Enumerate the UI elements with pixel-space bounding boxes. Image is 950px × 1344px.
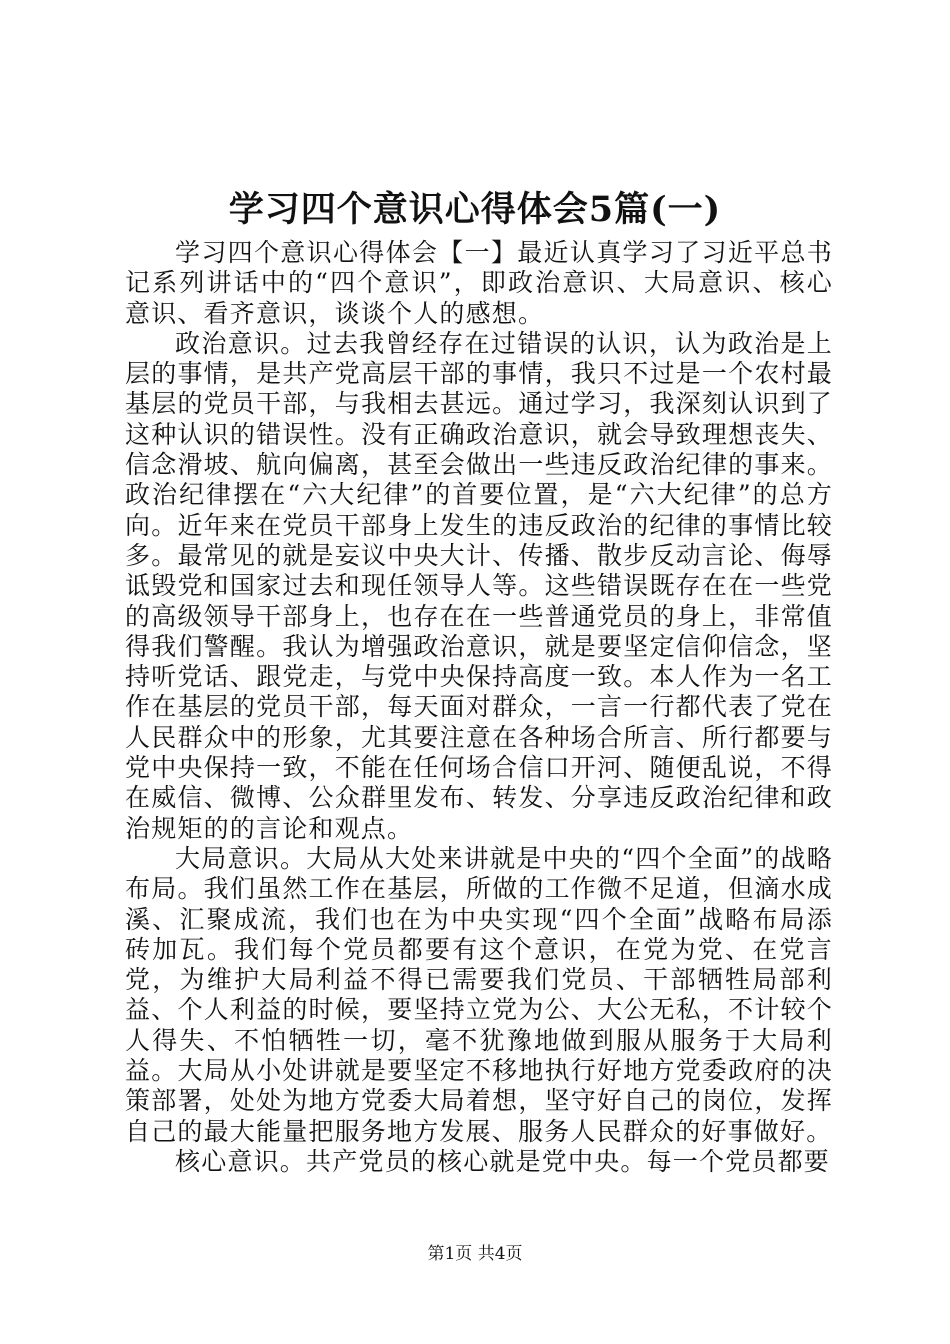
document-title: 学习四个意识心得体会5篇(一) <box>228 189 722 230</box>
paragraph-political-awareness: 政治意识。过去我曾经存在过错误的认识，认为政治是上层的事情，是共产党高层干部的事情，我只不过是一个农村最基层的党员干部，与我相去甚远。通过学习，我深刻认识到了这种认识的错误性。没有正确政治意识，就会导致理想丧失、信念滑坡、航向偏离，甚至会做出一些违反政治纪律的事来。政治纪律摆在“六大纪律”的首要位置，是“六大纪律”的总方向。近年来在党员干部身上发生的违反政治的纪律的事情比较多。最常见的就是妄议中央大计、传播、散步反动言论、侮辱诋毁党和国家过去和现任领导人等。这些错误既存在在一些党的高级领导干部身上，也存在在一些普通党员的身上，非常值得我们警醒。我认为增强政治意识，就是要坚定信仰信念，坚持听党话、跟党走，与党中央保持高度一致。本人作为一名工作在基层的党员干部，每天面对群众，一言一行都代表了党在人民群众中的形象，尤其要注意在各种场合所言、所行都要与党中央保持一致，不能在任何场合信口开河、随便乱说，不得在威信、微博、公众群里发布、转发、分享违反政治纪律和政治规矩的的言论和观点。 <box>125 328 833 843</box>
paragraph-intro: 学习四个意识心得体会【一】最近认真学习了习近平总书记系列讲话中的“四个意识”，即政治意识、大局意识、核心意识、看齐意识，谈谈个人的感想。 <box>125 238 833 328</box>
page-footer: 第1页 共4页 <box>427 1244 523 1264</box>
paragraph-core-awareness: 核心意识。共产党员的核心就是党中央。每一个党员都要 <box>175 1146 831 1176</box>
document-body <box>125 238 833 1177</box>
paragraph-overall-awareness: 大局意识。大局从大处来讲就是中央的“四个全面”的战略布局。我们虽然工作在基层，所做的工作微不足道，但滴水成溪、汇聚成流，我们也在为中央实现“四个全面”战略布局添砖加瓦。我们每个党员都要有这个意识，在党为党、在党言党，为维护大局利益不得已需要我们党员、干部牺牲局部利益、个人利益的时候，要坚持立党为公、大公无私，不计较个人得失、不怕牺牲一切，毫不犹豫地做到服从服务于大局利益。大局从小处讲就是要坚定不移地执行好地方党委政府的决策部署，处处为地方党委大局着想，坚守好自己的岗位，发挥自己的最大能量把服务地方发展、服务人民群众的好事做好。 <box>125 843 833 1146</box>
